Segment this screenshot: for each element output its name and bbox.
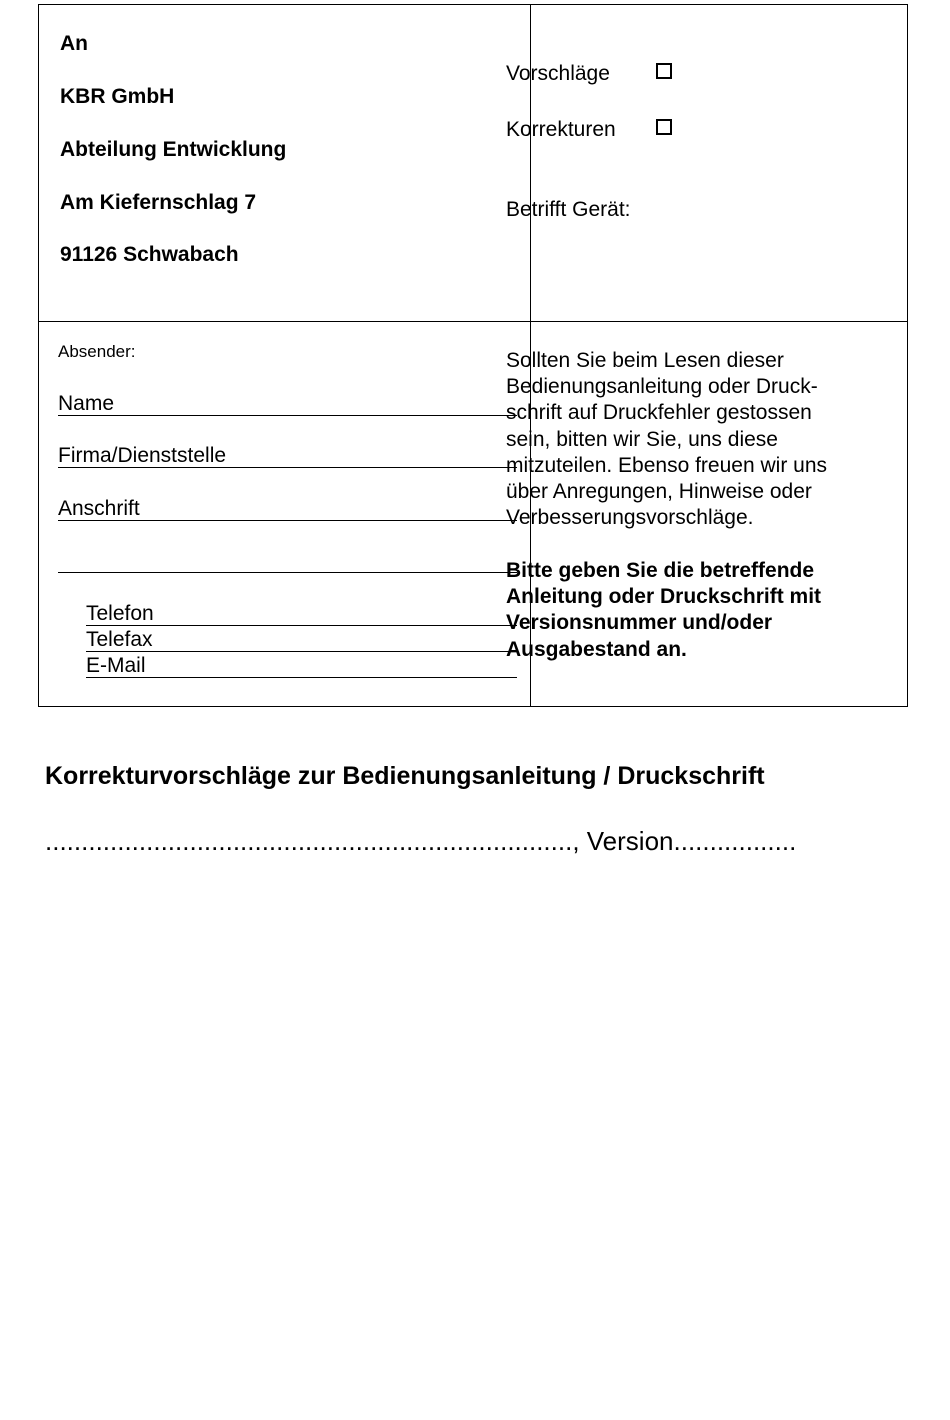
email-field[interactable]	[86, 654, 517, 678]
suggestions-label: Vorschläge	[506, 62, 610, 85]
corrections-label: Korrekturen	[506, 118, 616, 141]
recipient-city: 91126 Schwabach	[60, 243, 239, 266]
sender-title: Absender:	[58, 342, 136, 361]
email-label: E-Mail	[86, 654, 146, 677]
recipient-department: Abteilung Entwicklung	[60, 138, 287, 161]
instruction-line: Anleitung oder Druckschrift mit	[506, 585, 822, 609]
corrections-checkbox[interactable]	[656, 119, 672, 135]
info-text	[506, 348, 866, 531]
fax-label: Telefax	[86, 628, 153, 651]
version-line[interactable]: ........................................................................., Version.................	[45, 826, 797, 856]
recipient-company: KBR GmbH	[60, 85, 175, 108]
suggestions-checkbox[interactable]	[656, 63, 672, 79]
info-line: mitzuteilen. Ebenso freuen wir uns	[506, 453, 827, 477]
recipient-line-1: An	[60, 32, 88, 55]
row-divider	[39, 321, 907, 322]
name-label: Name	[58, 392, 115, 415]
company-label: Firma/Dienststelle	[58, 444, 227, 467]
address-field[interactable]	[58, 497, 517, 521]
info-line: über Anregungen, Hinweise oder	[506, 480, 812, 504]
name-field[interactable]	[58, 392, 517, 416]
instruction-line: Ausgabestand an.	[506, 637, 687, 661]
info-line: sein, bitten wir Sie, uns diese	[506, 427, 778, 451]
instruction-line: Bitte geben Sie die betreffende	[506, 559, 815, 582]
info-line: Bedienungsanleitung oder Druck-	[506, 375, 818, 399]
instruction-line: Versionsnummer und/oder	[506, 611, 773, 635]
phone-field[interactable]	[86, 602, 517, 626]
info-line: schrift auf Druckfehler gestossen	[506, 401, 812, 425]
device-label: Betrifft Gerät:	[506, 198, 631, 221]
page-heading: Korrekturvorschläge zur Bedienungsanleitung / Druckschrift	[45, 762, 765, 790]
company-field[interactable]	[58, 444, 517, 468]
info-line: Sollten Sie beim Lesen dieser	[506, 349, 784, 372]
phone-label: Telefon	[86, 602, 154, 625]
info-line: Verbesserungsvorschläge.	[506, 506, 754, 530]
address-label: Anschrift	[58, 497, 140, 520]
fax-field[interactable]	[86, 628, 517, 652]
info-instructions	[506, 558, 866, 663]
recipient-street: Am Kiefernschlag 7	[60, 191, 257, 214]
address-line-2-field[interactable]	[58, 549, 517, 573]
